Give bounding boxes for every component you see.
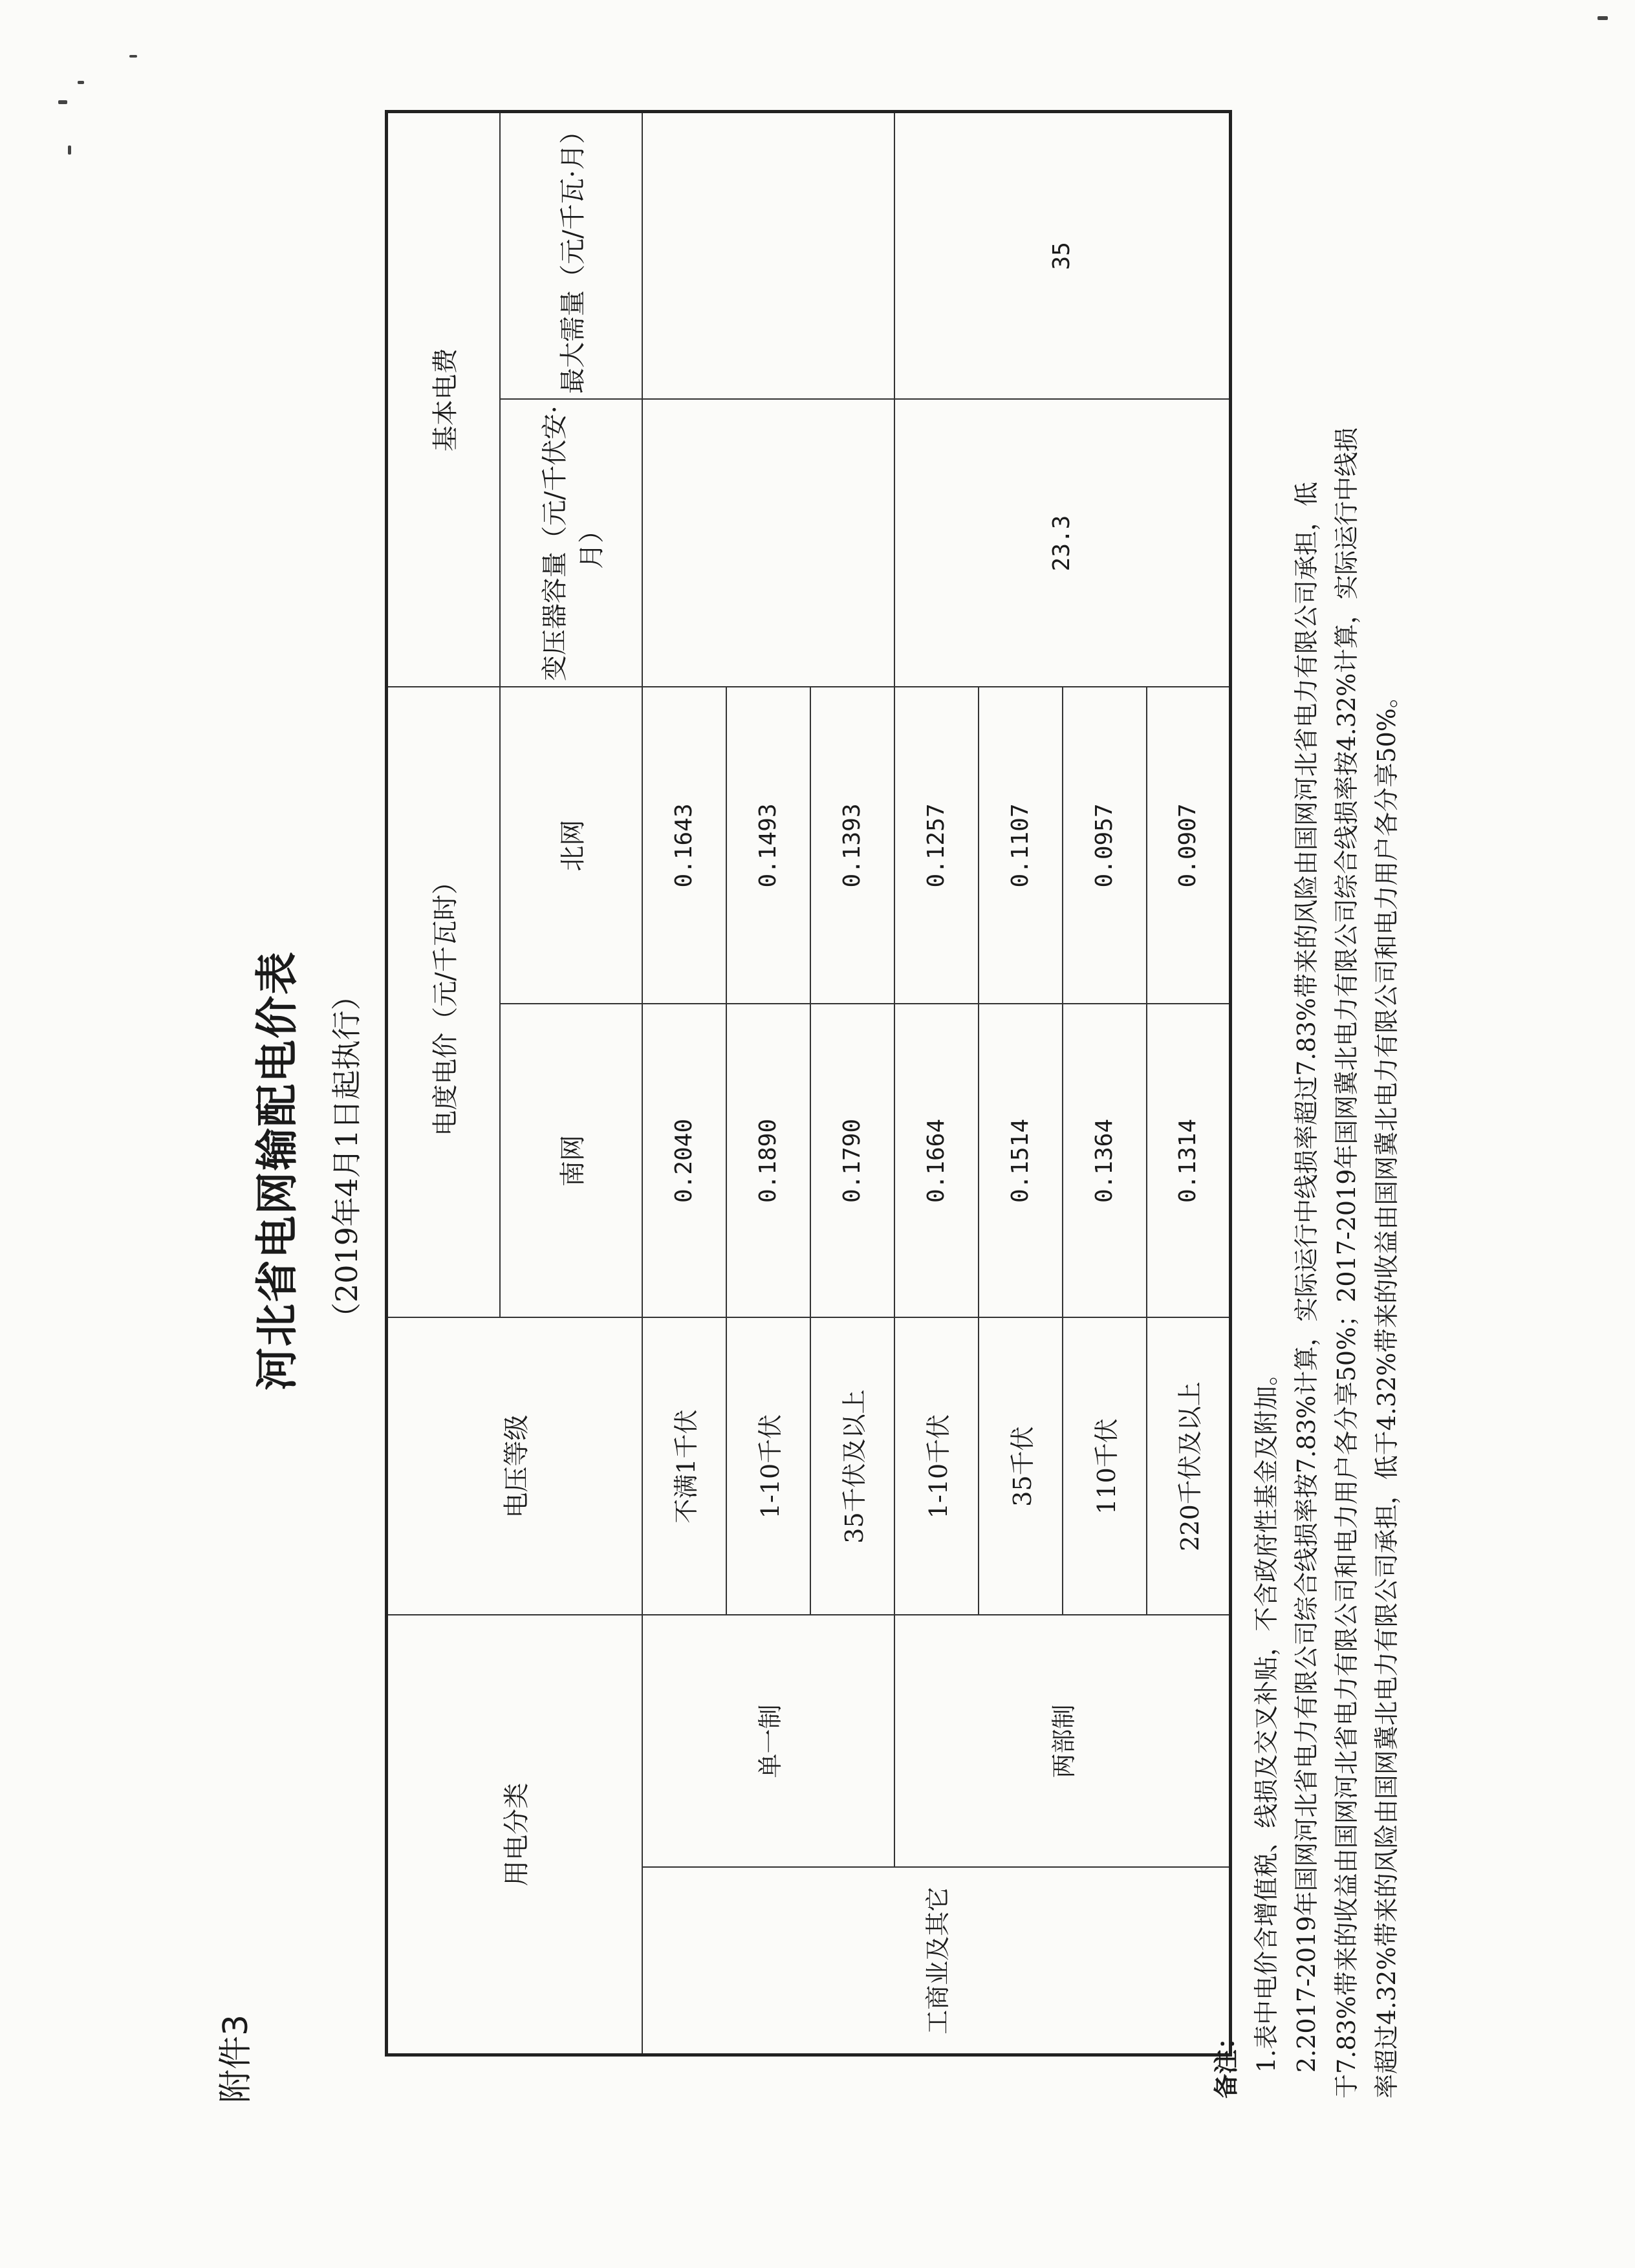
attachment-label: 附件3 — [217, 2014, 255, 2103]
scan-speck — [58, 100, 67, 104]
page-subtitle: （2019年4月1日起执行） — [329, 980, 364, 1332]
south-price-cell: 0.1514 — [979, 1004, 1063, 1318]
voltage-cell: 35千伏 — [979, 1318, 1063, 1615]
header-voltage: 电压等级 — [387, 1318, 642, 1615]
north-price-cell: 0.0957 — [1063, 687, 1147, 1004]
south-price-cell: 0.1790 — [810, 1004, 894, 1318]
transformer-capacity-value: 23.3 — [894, 400, 1231, 687]
south-price-cell: 0.1364 — [1063, 1004, 1147, 1318]
notes-block — [1206, 94, 1407, 2099]
south-price-cell: 0.2040 — [642, 1004, 726, 1318]
note-line: 于7.83%带来的收益由国网河北省电力有限公司和电力用户各分享50%；2017-2019年国网冀北电力有限公司综合线损率按4.32%计算，实际运行中线损 — [1332, 427, 1361, 2099]
scan-speck — [78, 81, 84, 84]
voltage-cell: 1-10千伏 — [894, 1318, 979, 1615]
note-line: 率超过4.32%带来的风险由国网冀北电力有限公司承担，低于4.32%带来的收益由国网冀北电力有限公司和电力用户各分享50%。 — [1372, 684, 1401, 2099]
note-line: 2.2017-2019年国网河北省电力有限公司综合线损率按7.83%计算，实际运行中线损率超过7.83%带来的风险由国网河北省电力有限公司承担，低 — [1292, 482, 1321, 2073]
voltage-cell: 220千伏及以上 — [1147, 1318, 1231, 1615]
north-price-cell: 0.1493 — [726, 687, 810, 1004]
scan-speck — [68, 146, 71, 155]
north-price-cell: 0.1107 — [979, 687, 1063, 1004]
voltage-cell: 1-10千伏 — [726, 1318, 810, 1615]
north-price-cell: 0.1393 — [810, 687, 894, 1004]
transformer-empty-cell — [642, 400, 894, 687]
scan-speck — [1597, 16, 1608, 20]
scan-speck — [129, 55, 137, 58]
header-north-grid: 北网 — [500, 687, 642, 1004]
two-part-system-label: 两部制 — [894, 1615, 1231, 1868]
north-price-cell: 0.0907 — [1147, 687, 1231, 1004]
south-price-cell: 0.1314 — [1147, 1004, 1231, 1318]
single-system-label: 单一制 — [642, 1615, 894, 1868]
north-price-cell: 0.1643 — [642, 687, 726, 1004]
north-price-cell: 0.1257 — [894, 687, 979, 1004]
header-category: 用电分类 — [387, 1615, 642, 2055]
notes-heading: 备注： — [1211, 2024, 1240, 2099]
header-energy-price: 电度电价（元/千瓦时） — [387, 687, 500, 1318]
note-line: 1.表中电价含增值税、线损及交叉补贴，不含政府性基金及附加。 — [1252, 1361, 1281, 2073]
max-demand-value: 35 — [894, 112, 1231, 400]
voltage-cell: 不满1千伏 — [642, 1318, 726, 1615]
category-commercial: 工商业及其它 — [642, 1868, 1231, 2055]
header-max-demand: 最大需量（元/千瓦·月） — [500, 112, 642, 400]
south-price-cell: 0.1664 — [894, 1004, 979, 1318]
max-demand-empty-cell — [642, 112, 894, 400]
header-south-grid: 南网 — [500, 1004, 642, 1318]
price-table — [385, 110, 1232, 2057]
header-basic-fee: 基本电费 — [387, 112, 500, 687]
voltage-cell: 110千伏 — [1063, 1318, 1147, 1615]
page-title: 河北省电网输配电价表 — [252, 951, 302, 1390]
south-price-cell: 0.1890 — [726, 1004, 810, 1318]
voltage-cell: 35千伏及以上 — [810, 1318, 894, 1615]
header-transformer-capacity: 变压器容量（元/千伏安·月） — [500, 400, 642, 687]
